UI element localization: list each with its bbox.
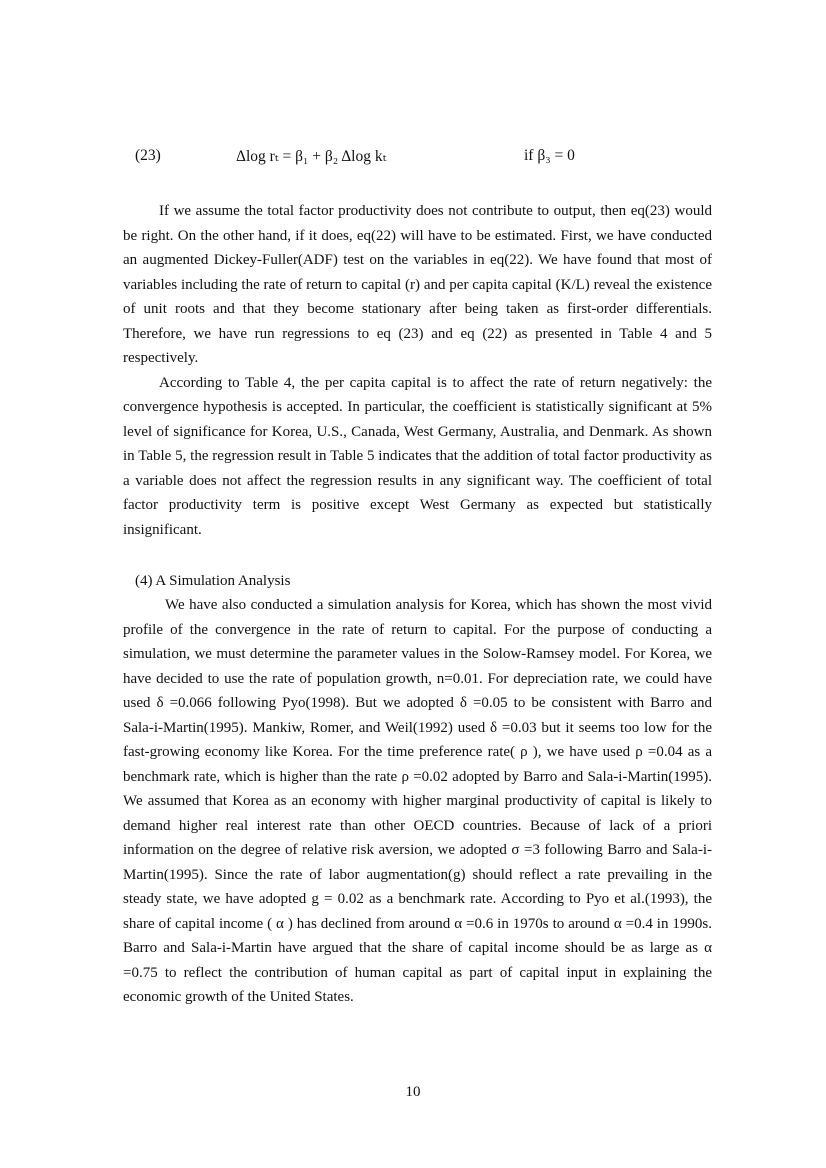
page-number: 10 bbox=[405, 1084, 421, 1100]
simulation-text-block bbox=[123, 593, 712, 1010]
equation-condition: if β₃ = 0 bbox=[524, 147, 575, 164]
paragraph-simulation-parameters: We have also conducted a simulation analysis for Korea, which has shown the most vivid profile of the convergence in the rate of return to capital. For the purpose of conducting a simulation, we must determine the parameter values in the Solow-Ramsey model. For Korea, we have decided to use the rate of population growth, n=0.01. For depreciation rate, we could have used δ =0.066 following Pyo(1998). But we adopted δ =0.05 to be consistent with Barro and Sala-i-Martin(1995). Mankiw, Romer, and Weil(1992) used δ =0.03 but it seems too low for the fast-growing economy like Korea. For the time preference rate( ρ ), we have used ρ =0.04 as a benchmark rate, which is higher than the rate ρ =0.02 adopted by Barro and Sala-i-Martin(1995). We assumed that Korea as an economy with higher marginal productivity of capital is likely to demand higher real interest rate than other OECD countries. Because of lack of a priori information on the degree of relative risk aversion, we adopted σ =3 following Barro and Sala-i-Martin(1995). Since the rate of labor augmentation(g) should reflect a rate prevailing in the steady state, we have adopted g = 0.02 as a benchmark rate. According to Pyo et al.(1993), the share of capital income ( α ) has declined from around α =0.6 in 1970s to around α =0.4 in 1990s. Barro and Sala-i-Martin have argued that the share of capital income should be as large as α =0.75 to reflect the contribution of human capital as part of capital input in explaining the economic growth of the United States. bbox=[123, 597, 712, 1005]
paragraph-table-results: According to Table 4, the per capita capital is to affect the rate of return negatively: the convergence hypothesis is accepted. In particular, the coefficient is statistically significant at 5% level of significance for Korea, U.S., Canada, West Germany, Australia, and Denmark. As shown in Table 5, the regression result in Table 5 indicates that the addition of total factor productivity as a variable does not affect the regression results in any significant way. The coefficient of total factor productivity term is positive except West Germany as expected but statistically insignificant. bbox=[123, 374, 712, 538]
equation-number: (23) bbox=[135, 147, 161, 164]
section-heading: (4) A Simulation Analysis bbox=[135, 573, 291, 589]
paragraph-unit-root-test: If we assume the total factor productivity does not contribute to output, then eq(23) would be right. On the other hand, if it does, eq(22) will have to be estimated. First, we have conducted an augmented Dickey-Fuller(ADF) test on the variables in eq(22). We have found that most of variables including the rate of return to capital (r) and per capita capital (K/L) reveal the existence of unit roots and that they become stationary after being taken as first-order differentials. Therefore, we have run regressions to eq (23) and eq (22) as presented in Table 4 and 5 respectively. bbox=[123, 203, 712, 366]
results-text-block bbox=[123, 199, 712, 542]
equation-23 bbox=[135, 147, 695, 173]
equation-formula: Δlog rₜ = β₁ + β₂ Δlog kₜ bbox=[236, 148, 387, 165]
